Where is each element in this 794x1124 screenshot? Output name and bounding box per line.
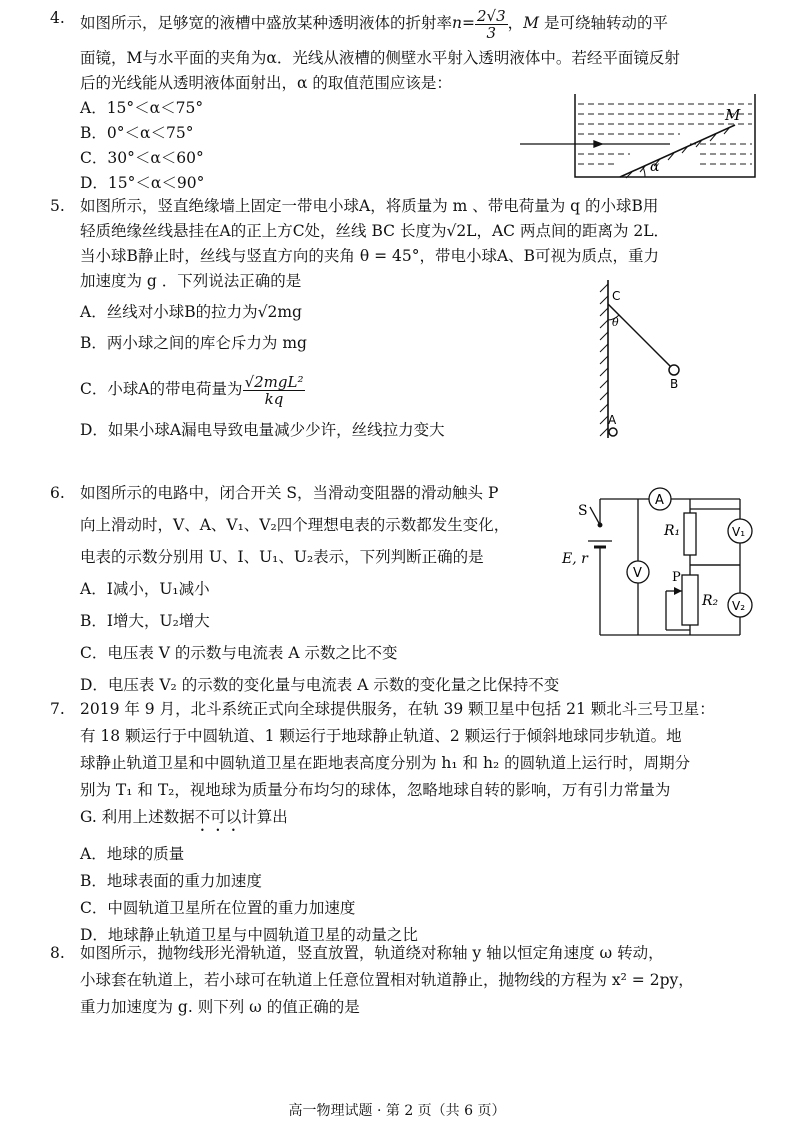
silk-thread	[608, 304, 672, 368]
stem-line: 别为 T₁ 和 T₂，视地球为质量分布均匀的球体，忽略地球自转的影响，万有引力常量为	[80, 781, 671, 799]
page-footer: 高一物理试题 · 第 2 页（共 6 页）	[288, 1103, 506, 1119]
ammeter-a	[649, 488, 671, 510]
tank-mirror-figure	[520, 92, 760, 180]
label-r2: R₂	[702, 593, 719, 609]
emphasis-text: 不可以	[194, 808, 242, 826]
ball-a	[609, 428, 617, 436]
svg-text:V₁: V₁	[732, 525, 746, 539]
question-number: 5.	[50, 197, 65, 215]
question-number: 4.	[50, 9, 65, 27]
svg-text:A: A	[655, 493, 664, 508]
question-stem	[80, 940, 770, 1021]
stem-line: 如图所示，足够宽的液槽中盛放某种透明液体的折射率n= $\frac{2√3}{3}$ ，M 是可绕轴转动的平	[80, 6, 668, 42]
question-8	[50, 940, 770, 1021]
resistor-r1	[684, 513, 696, 555]
option-a: A．地球的质量	[80, 845, 185, 863]
voltmeter-v2	[728, 593, 752, 617]
stem-line: 电表的示数分别用 U、I、U₁、U₂表示，下列判断正确的是	[80, 548, 484, 566]
angle-arc	[643, 167, 645, 177]
label-r1: R₁	[664, 523, 681, 539]
stem-line: 加速度为 g ．下列说法正确的是	[80, 272, 302, 290]
slider-p-arrow	[674, 587, 682, 595]
option-b: B．两小球之间的库仑斥力为 mg	[80, 334, 307, 352]
option-c: C．小球A的带电荷量为 $\frac{\text{√2mgL²}}{kq}$	[80, 372, 304, 408]
question-stem	[80, 6, 770, 96]
stem-line: 小球套在轨道上，若小球可在轨道上任意位置相对轨道静止，抛物线的方程为 x² = 2py，	[80, 971, 694, 989]
question-stem	[80, 194, 770, 294]
option-b: B．I增大，U₂增大	[80, 612, 210, 630]
label-s: S	[578, 503, 588, 519]
stem-line: 轻质绝缘丝线悬挂在A的正上方C处，丝线 BC 长度为√2L，AC 两点间的距离为 2L．	[80, 222, 670, 240]
stem-line: 面镜，M与水平面的夹角为α．光线从液槽的侧壁水平射入透明液体中。若经平面镜反射	[80, 49, 680, 67]
voltmeter-v1	[728, 519, 752, 543]
svg-text:V: V	[633, 566, 642, 581]
battery	[588, 541, 612, 547]
stem-line: 有 18 颗运行于中圆轨道、1 颗运行于地球静止轨道、2 颗运行于倾斜地球同步轨道。地	[80, 727, 682, 745]
option-b: B．地球表面的重力加速度	[80, 872, 262, 890]
option-a: A．丝线对小球B的拉力为√2mg	[80, 303, 302, 321]
option-d: D．如果小球A漏电导致电量减少少许，丝线拉力变大	[80, 421, 445, 439]
ball-b	[669, 365, 679, 375]
question-number: 7.	[50, 700, 65, 718]
option-d: D．电压表 V₂ 的示数的变化量与电流表 A 示数的变化量之比保持不变	[80, 676, 560, 694]
label-p: P	[672, 570, 681, 585]
rheostat-r2	[682, 575, 698, 625]
question-7	[50, 696, 770, 949]
stem-line: 后的光线能从透明液体面射出，α 的取值范围应该是：	[80, 74, 452, 92]
wall-ball-figure	[588, 280, 698, 440]
question-stem	[80, 696, 770, 835]
question-number: 8.	[50, 944, 65, 962]
voltmeter-v	[627, 561, 649, 583]
option-b: B．0°＜α＜75°	[80, 124, 194, 142]
label-er: E, r	[562, 551, 588, 567]
light-ray	[520, 141, 670, 147]
stem-line: G. 利用上述数据不可以计算出	[80, 808, 288, 826]
option-c: C．30°＜α＜60°	[80, 149, 204, 167]
circuit-figure	[560, 485, 770, 655]
label-a: A	[608, 413, 617, 427]
label-c: C	[612, 289, 621, 303]
circuit-wires	[600, 499, 740, 635]
stem-line: 当小球B静止时，丝线与竖直方向的夹角 θ = 45°，带电小球A、B可视为质点，重力	[80, 247, 660, 265]
option-a: A．15°＜α＜75°	[80, 99, 204, 117]
mirror	[620, 125, 735, 177]
option-c: C．中圆轨道卫星所在位置的重力加速度	[80, 899, 356, 917]
wall-hatch	[600, 284, 608, 436]
stem-line: 如图所示，抛物线形光滑轨道，竖直放置，轨道绕对称轴 y 轴以恒定角速度 ω 转动，	[80, 944, 664, 962]
refractive-index-fraction: $\frac{2√3}{3}$	[477, 6, 506, 42]
label-b: B	[670, 377, 679, 391]
angle-label: α	[650, 159, 660, 175]
stem-line: 球静止轨道卫星和中圆轨道卫星在距地表高度分别为 h₁ 和 h₂ 的圆轨道上运行时，周期分	[80, 754, 691, 772]
option-c: C．电压表 V 的示数与电流表 A 示数之比不变	[80, 644, 398, 662]
stem-line: 向上滑动时，V、A、V₁、V₂四个理想电表的示数都发生变化，	[80, 516, 510, 534]
stem-line: 如图所示，竖直绝缘墙上固定一带电小球A，将质量为 m 、带电荷量为 q 的小球B用	[80, 197, 659, 215]
question-number: 6.	[50, 484, 65, 502]
svg-text:V₂: V₂	[732, 599, 746, 613]
option-d: D．15°＜α＜90°	[80, 174, 205, 192]
stem-line: 2019 年 9 月，北斗系统正式向全球提供服务，在轨 39 颗卫星中包括 21 颗北斗三号卫星：	[80, 700, 715, 718]
mirror-label: M	[725, 106, 741, 124]
stem-line: 重力加速度为 g. 则下列 ω 的值正确的是	[80, 998, 360, 1016]
charge-fraction: $\frac{\text{√2mgL²}}{kq}$	[244, 372, 304, 408]
stem-line: 如图所示的电路中，闭合开关 S，当滑动变阻器的滑动触头 P	[80, 484, 499, 502]
label-theta: θ	[612, 316, 619, 329]
option-d: D．地球静止轨道卫星与中圆轨道卫星的动量之比	[80, 926, 418, 944]
option-a: A．I减小，U₁减小	[80, 580, 210, 598]
